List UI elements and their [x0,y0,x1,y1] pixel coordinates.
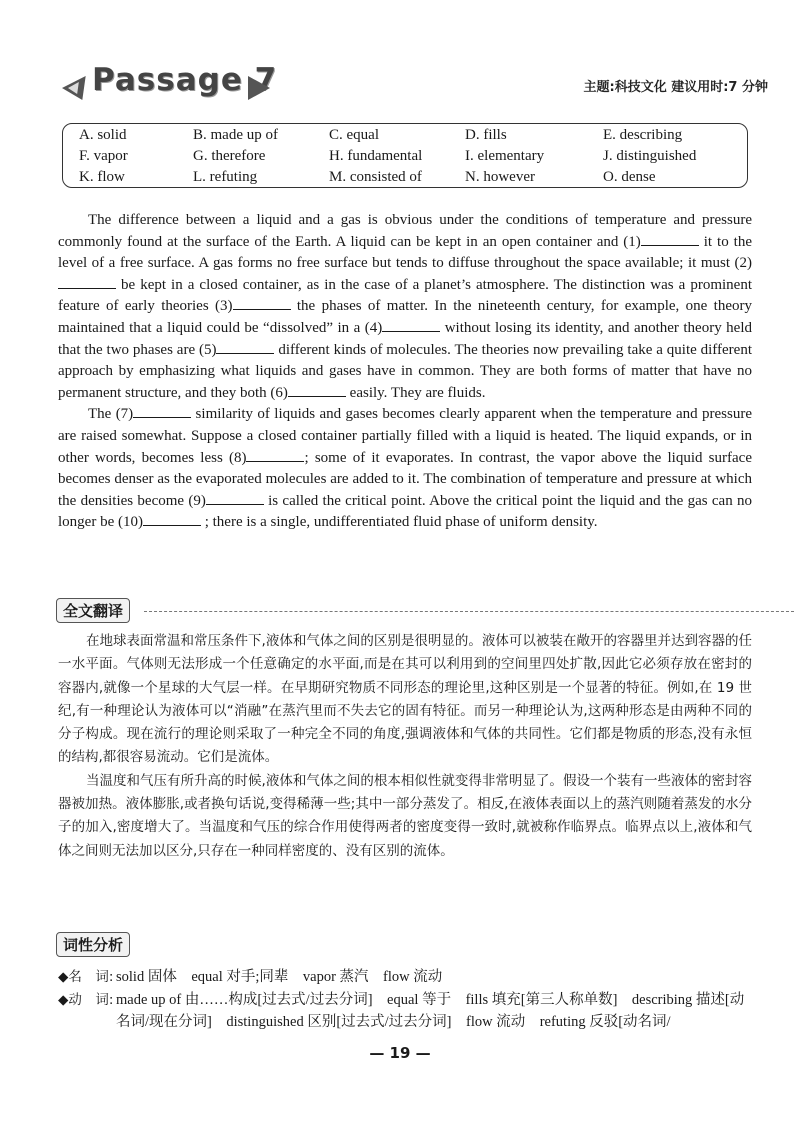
noun-line [58,966,752,989]
word-option: O. dense [603,169,656,185]
blank-5[interactable] [216,340,274,354]
passage-segment: easily. They are fluids. [345,384,486,401]
passage-paragraph-2 [58,404,752,534]
passage-segment: different kinds of molecules. The theories now prevailing take a quite different approach by emphasizing what liquids and gases have in common. They are both forms of matter that have no permanent structure, and they both (6) [58,341,753,401]
word-option: F. vapor [79,148,128,164]
blank-6[interactable] [288,383,346,397]
analysis-section-header [56,932,130,958]
word-option: J. distinguished [603,148,697,164]
passage-segment: similarity of liquids and gases becomes clearly apparent when the temperature and pressure are raised somewhat. Suppose a closed container partially filled with a liquid is heated. The liquid expands, or in other words, becomes less (8) [58,406,752,466]
blank-7[interactable] [133,404,191,418]
word-option: M. consisted of [329,169,422,185]
translation-paragraph-1: 在地球表面常温和常压条件下,液体和气体之间的区别是很明显的。液体可以被装在敞开的容器里并达到容器的任一水平面。气体则无法形成一个任意确定的水平面,而是在其可以利用到的空间里四处扩散,因此它必须存放在密封的容器内,就像一个星球的大气层一样。在早期研究物质不同形态的理论里,这种区别是一个显著的特征。例如,在 19 世纪,有一种理论认为液体可以“消融”在蒸汽里而不失去它的固有特征。而另一种理论认为,这两种形态是由两种不同的分子构成。现在流行的理论则采取了一种完全不同的角度,强调液体和气体的共同性。它们都是物质的形态,没有永恒的结构,都很容易流动。它们是流体。 [58,633,752,766]
verb-line [58,989,752,1034]
translation-paragraph-2: 当温度和气压有所升高的时候,液体和气体之间的根本相似性就变得非常明显了。假设一个装有一些液体的密封容器被加热。液体膨胀,或者换句话说,变得稀薄一些;其中一部分蒸发了。相反,在液体表面以上的蒸汽则随着蒸发的水分子的加入,密度增大了。当温度和气压的综合作用使得两者的密度变得一致时,就被称作临界点。临界点以上,液体和气体之间则无法加以区分,只存在一种同样密度的、没有区别的流体。 [58,772,752,859]
passage-header [62,62,768,104]
passage-segment: the phases of matter. In the nineteenth century, for example, one theory maintained that a liquid could be “dissolved” in a (4) [58,298,753,336]
word-option: E. describing [603,127,683,143]
word-option: A. solid [79,127,127,143]
translation-text [58,630,752,863]
passage-title: Passage 7 [92,62,278,98]
translation-label: 全文翻译 [56,598,130,623]
noun-tag: ◆名 词: [58,969,114,985]
blank-3[interactable] [233,296,291,310]
translation-section-header [56,598,130,624]
word-option: L. refuting [193,169,258,185]
passage-segment: is called the critical point. Above the critical point the liquid and the gas can no longer be (10) [58,492,752,531]
blank-9[interactable] [206,491,264,505]
divider [144,611,794,612]
word-option: G. therefore [193,148,266,164]
passage-segment: The difference between a liquid and a gas is obvious under the conditions of temperature and pressure commonly found at the surface of the Earth. A liquid can be kept in an open container and (1) [58,212,752,250]
topic-and-time: 主题:科技文化 建议用时:7 分钟 [583,80,768,95]
analysis-label: 词性分析 [56,932,130,957]
page-number: — 19 — [369,1044,431,1062]
passage-segment: The (7) [88,406,134,423]
left-arrow-icon [60,76,85,100]
word-option: B. made up of [193,127,278,143]
word-option: I. elementary [465,148,545,164]
right-arrow-icon [248,76,270,100]
word-option: C. equal [329,127,379,143]
blank-1[interactable] [641,232,699,246]
noun-text: solid 固体 equal 对手;同辈 vapor 蒸汽 flow 流动 [116,969,443,985]
verb-tag: ◆动 词: [58,991,114,1008]
word-option: K. flow [79,169,125,185]
word-analysis [58,966,752,1034]
verb-text: made up of 由……构成[过去式/过去分词] equal 等于 fills 填充[第三人称单数] describing 描述[动名词/现在分词] distinguished 区别[过去式/过去分词] flow 流动 refuting 反驳[动名词/ [116,991,745,1030]
passage-segment: without losing its identity, and another theory held that the two phases are (5) [58,319,752,358]
blank-8[interactable] [246,448,304,462]
passage-segment: ; there is a single, undifferentiated fluid phase of uniform density. [200,514,598,531]
blank-4[interactable] [382,318,440,332]
word-option: D. fills [465,127,507,143]
blank-10[interactable] [143,512,201,526]
word-option: H. fundamental [329,148,423,164]
passage-text [58,210,752,534]
passage-paragraph-1 [58,210,752,404]
passage-segment: be kept in a closed container, as in the case of a planet’s atmosphere. The distinction was a prominent feature of early theories (3) [58,276,752,315]
word-option: N. however [465,169,535,185]
blank-2[interactable] [58,275,116,289]
passage-segment: ; some of it evaporates. In contrast, the vapor above the liquid surface becomes denser as the evaporated molecules are added to it. The combination of temperature and pressure at which the densities become (9) [58,449,752,509]
word-bank [62,123,748,188]
passage-segment: it to the level of a free surface. A gas forms no free surface but tends to diffuse throughout the space available; it must (2) [58,233,752,272]
